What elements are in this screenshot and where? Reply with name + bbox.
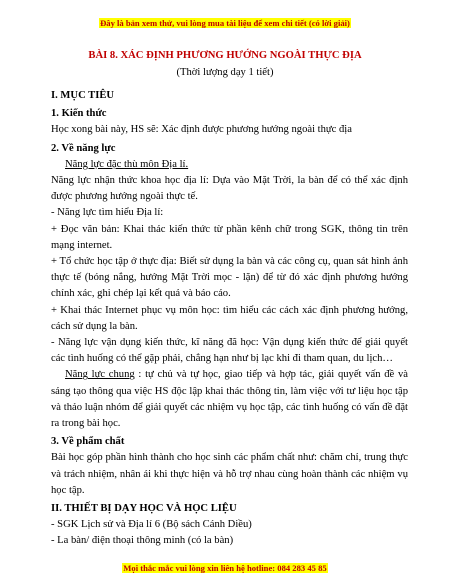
list-item-nang-luc-chung [51, 367, 408, 432]
paragraph-doc-van-ban: + Đọc văn bản: Khai thác kiến thức từ phần kênh chữ trong SGK, thông tin trên mạng internet. [51, 223, 408, 251]
section-heading-thiet-bi: II. THIẾT BỊ DẠY HỌC VÀ HỌC LIỆU [51, 503, 237, 515]
nang-luc-dac-thu-label: Năng lực đặc thù môn Địa lí. [65, 158, 189, 170]
paragraph-pham-chat: Bài học góp phần hình thành cho học sinh các phẩm chất như: chăm chỉ, trung thực và trách nhiệm, nhân ái khi thực hiện và hỗ trợ nhau cùng hoàn thành các nhiệm vụ học tập. [51, 452, 408, 496]
section-heading-muc-tieu: I. MỤC TIÊU [51, 90, 115, 101]
subheading-pham-chat: 3. Về phẩm chất [51, 436, 125, 448]
hotline-banner [0, 563, 450, 573]
paragraph-tim-hieu: - Năng lực tìm hiểu Địa lí: [51, 207, 164, 219]
list-item-nang-luc-dac-thu [51, 157, 408, 173]
paragraph-to-chuc: + Tổ chức học tập ở thực địa: Biết sử dụng la bàn và các công cụ, quan sát hình ảnh thực tế (bóng nắng, hướng Mặt Trời mọc - lặn) để từ đó xác định phương hướng chính xác, ghi chép lại kết quả và báo cáo. [51, 256, 408, 300]
lesson-duration: (Thời lượng dạy 1 tiết) [176, 67, 274, 78]
lesson-title: BÀI 8. XÁC ĐỊNH PHƯƠNG HƯỚNG NGOÀI THỰC ĐỊA [88, 50, 362, 61]
paragraph-kien-thuc: Học xong bài này, HS sẽ: Xác định được phương hướng ngoài thực địa [51, 124, 352, 136]
nang-luc-chung-text: : tự chủ và tự học, giao tiếp và hợp tác, giải quyết vấn đề và sáng tạo thông qua việc HS độc lập khai thác thông tin, làm việc với tư liệu học tập và thảo luận nhóm để giải quyết các nhiệm vụ học tập, các tình huống có vấn đề đặt ra trong bài học. [51, 369, 408, 430]
preview-notice-text: Đây là bản xem thử, vui lòng mua tài liệu để xem chi tiết (có lời giải) [100, 18, 350, 28]
subheading-kien-thuc: 1. Kiến thức [51, 108, 107, 120]
list-item-thiet-bi-1: - SGK Lịch sử và Địa lí 6 (Bộ sách Cánh Diều) [51, 519, 252, 531]
list-item-thiet-bi-2: - La bàn/ điện thoại thông minh (có la bàn) [51, 535, 234, 547]
paragraph-khai-thac: + Khai thác Internet phục vụ môn học: tìm hiểu các cách xác định phương hướng, cách sử dụng la bàn. [51, 304, 408, 332]
hotline-text: Mọi thắc mắc vui lòng xin liên hệ hotline: 084 283 45 85 [123, 563, 327, 573]
preview-notice-banner [0, 18, 450, 28]
nang-luc-chung-label: Năng lực chung [65, 369, 135, 381]
paragraph-nhan-thuc: Năng lực nhận thức khoa học địa lí: Dựa vào Mặt Trời, la bàn để có thể xác định được phương hướng ngoài thực tế. [51, 175, 408, 203]
lesson-content [51, 86, 408, 550]
subheading-nang-luc: 2. Về năng lực [51, 142, 116, 154]
paragraph-van-dung: - Năng lực vận dụng kiến thức, kĩ năng đã học: Vận dụng kiến thức để giải quyết các tình huống có thể gặp phải, chẳng hạn như bị lạc khi đi tham quan, du lịch… [51, 337, 408, 365]
